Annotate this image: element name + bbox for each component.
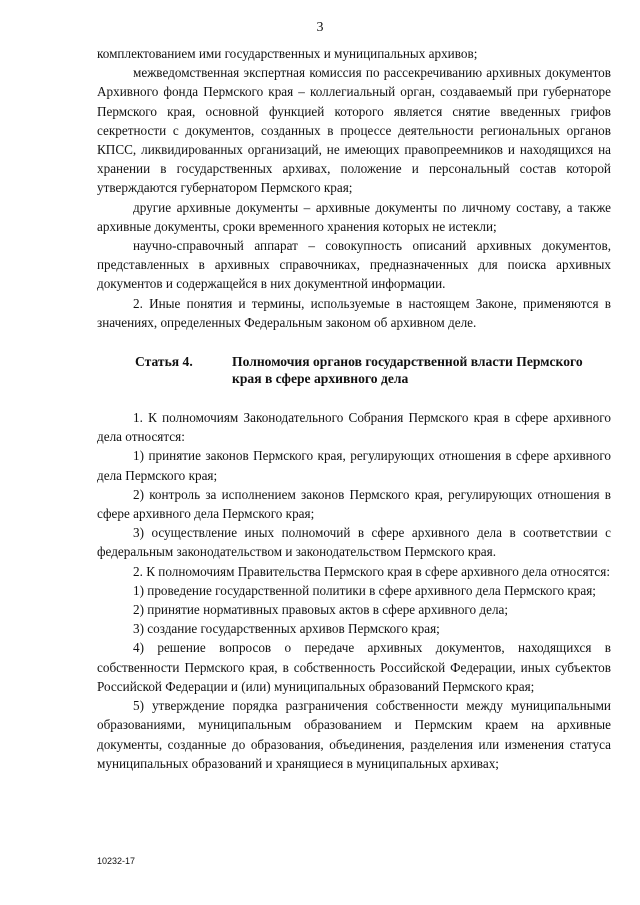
- paragraph: межведомственная экспертная комиссия по рассекречиванию архивных документов Архивного фонда Пермского края – коллегиальный орган, создаваемый при губернаторе Пермского края, основной функцией которого является снятие введенных грифов секретности с документов, созданных в процессе деятельности региональных органов КПСС, ликвидированных организаций, не имеющих правопреемников и находящихся на хранении в государственных архивах, положение и персональный состав которой утверждаются губернатором Пермского края;: [97, 65, 611, 196]
- paragraph: 2) принятие нормативных правовых актов в сфере архивного дела;: [133, 602, 509, 618]
- page-number: 3: [316, 20, 324, 35]
- paragraph: комплектованием ими государственных и муниципальных архивов;: [97, 46, 478, 61]
- document-body: [97, 44, 611, 773]
- paragraph: 2. Иные понятия и термины, используемые в настоящем Законе, применяются в значениях, определенных Федеральным законом об архивном деле.: [97, 295, 611, 330]
- article-label: Статья 4.: [135, 354, 193, 370]
- paragraph-group-bottom: [97, 408, 611, 773]
- paragraph: 2) контроль за исполнением законов Пермского края, регулирующих отношения в сфере архивного дела Пермского края;: [97, 486, 611, 522]
- paragraph: 5) утверждение порядка разграничения собственности между муниципальными образованиями, муниципальным образованием и Пермским краем на архивные документы, созданные до образования, объединения, разделения или изменения статуса муниципальных образований и хранящиеся в муниципальных архивах;: [97, 698, 611, 771]
- paragraph: 1) проведение государственной политики в сфере архивного дела Пермского края;: [133, 582, 596, 598]
- paragraph: 3) осуществление иных полномочий в сфере архивного дела в соответствии с федеральным законодательством и законодательством Пермского края.: [97, 525, 611, 560]
- document-code: 10232-17: [97, 856, 136, 866]
- paragraph: 1. К полномочиям Законодательного Собрания Пермского края в сфере архивного дела относятся:: [97, 410, 611, 445]
- paragraph: 2. К полномочиям Правительства Пермского края в сфере архивного дела относятся:: [133, 563, 611, 579]
- paragraph: научно-справочный аппарат – совокупность описаний архивных документов, представленных в архивных справочниках, предназначенных для поиска архивных документов и содержащейся в них документной информации.: [97, 238, 611, 292]
- article-heading: [97, 353, 611, 389]
- article-title: Полномочия органов государственной власти Пермского края в сфере архивного дела: [232, 354, 583, 387]
- paragraph: 4) решение вопросов о передаче архивных документов, находящихся в собственности Пермского края, в собственность Российской Федерации, иных субъектов Российской Федерации и (или) муниципальных образований Пермского края;: [97, 640, 611, 694]
- paragraph: другие архивные документы – архивные документы по личному составу, а также архивные документы, сроки временного хранения которых не истекли;: [97, 199, 611, 234]
- paragraph-group-top: [97, 44, 611, 332]
- paragraph: 3) создание государственных архивов Пермского края;: [133, 621, 440, 637]
- paragraph: 1) принятие законов Пермского края, регулирующих отношения в сфере архивного дела Пермского края;: [97, 448, 611, 483]
